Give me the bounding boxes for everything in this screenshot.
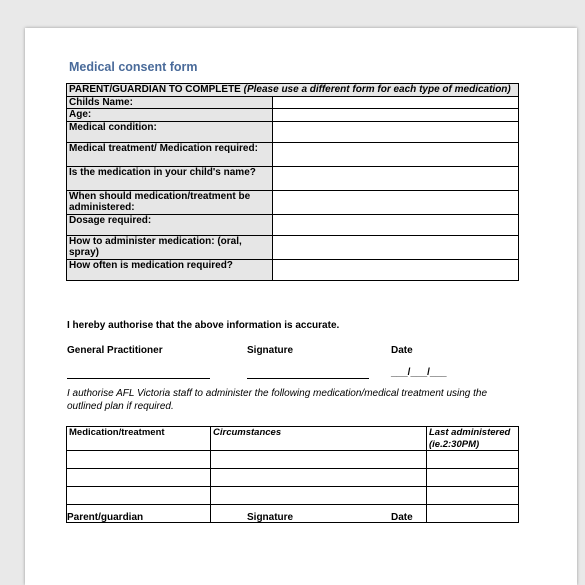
row-label: Medical treatment/ Medication required: bbox=[67, 142, 273, 166]
row-label: Age: bbox=[67, 109, 273, 122]
date-label: Date bbox=[391, 345, 413, 356]
table-cell[interactable] bbox=[211, 469, 427, 487]
answer-cell[interactable] bbox=[273, 190, 519, 214]
authorise-statement: I hereby authorise that the above information is accurate. bbox=[67, 320, 340, 331]
table-cell[interactable] bbox=[427, 469, 519, 487]
answer-cell[interactable] bbox=[273, 166, 519, 190]
guardian-table bbox=[66, 83, 519, 281]
signature-label: Signature bbox=[247, 345, 294, 356]
date-label-2: Date bbox=[391, 512, 413, 523]
row-label: Dosage required: bbox=[67, 214, 273, 235]
row-label: How often is medication required? bbox=[67, 259, 273, 280]
document-page bbox=[25, 28, 577, 585]
answer-cell[interactable] bbox=[273, 121, 519, 142]
medication-table bbox=[66, 426, 519, 523]
guardian-table-header bbox=[67, 84, 519, 97]
answer-cell[interactable] bbox=[273, 259, 519, 280]
row-label: Is the medication in your child's name? bbox=[67, 166, 273, 190]
row-label: Medical condition: bbox=[67, 121, 273, 142]
table-cell[interactable] bbox=[67, 451, 211, 469]
answer-cell[interactable] bbox=[273, 142, 519, 166]
row-label: How to administer medication: (oral, spray) bbox=[67, 235, 273, 259]
header-italic-text: (Please use a different form for each type of medication) bbox=[243, 84, 511, 95]
table-cell[interactable] bbox=[211, 451, 427, 469]
parent-guardian-label: Parent/guardian bbox=[67, 512, 144, 523]
signature-line[interactable] bbox=[247, 378, 369, 379]
answer-cell[interactable] bbox=[273, 214, 519, 235]
table-cell[interactable] bbox=[427, 487, 519, 505]
col-header-circumstances: Circumstances bbox=[211, 427, 427, 451]
afl-authorise-statement: I authorise AFL Victoria staff to administer the following medication/medical treatment using the outlined plan if required. bbox=[67, 388, 488, 412]
answer-cell[interactable] bbox=[273, 109, 519, 122]
answer-cell[interactable] bbox=[273, 235, 519, 259]
col-header-last-administered: Last administered (ie.2:30PM) bbox=[427, 427, 519, 451]
signature-label-2: Signature bbox=[247, 512, 294, 523]
gp-signature-line[interactable] bbox=[67, 378, 210, 379]
col-header-medication: Medication/treatment bbox=[67, 427, 211, 451]
table-cell[interactable] bbox=[427, 451, 519, 469]
date-blank[interactable]: ___/___/___ bbox=[391, 367, 447, 378]
row-label: When should medication/treatment be administered: bbox=[67, 190, 273, 214]
table-cell[interactable] bbox=[211, 487, 427, 505]
table-cell[interactable] bbox=[427, 505, 519, 523]
gp-label: General Practitioner bbox=[67, 345, 163, 356]
answer-cell[interactable] bbox=[273, 96, 519, 109]
table-cell[interactable] bbox=[67, 487, 211, 505]
form-title: Medical consent form bbox=[69, 60, 198, 74]
table-cell[interactable] bbox=[67, 469, 211, 487]
header-bold-text: PARENT/GUARDIAN TO COMPLETE bbox=[69, 84, 244, 95]
row-label: Childs Name: bbox=[67, 96, 273, 109]
